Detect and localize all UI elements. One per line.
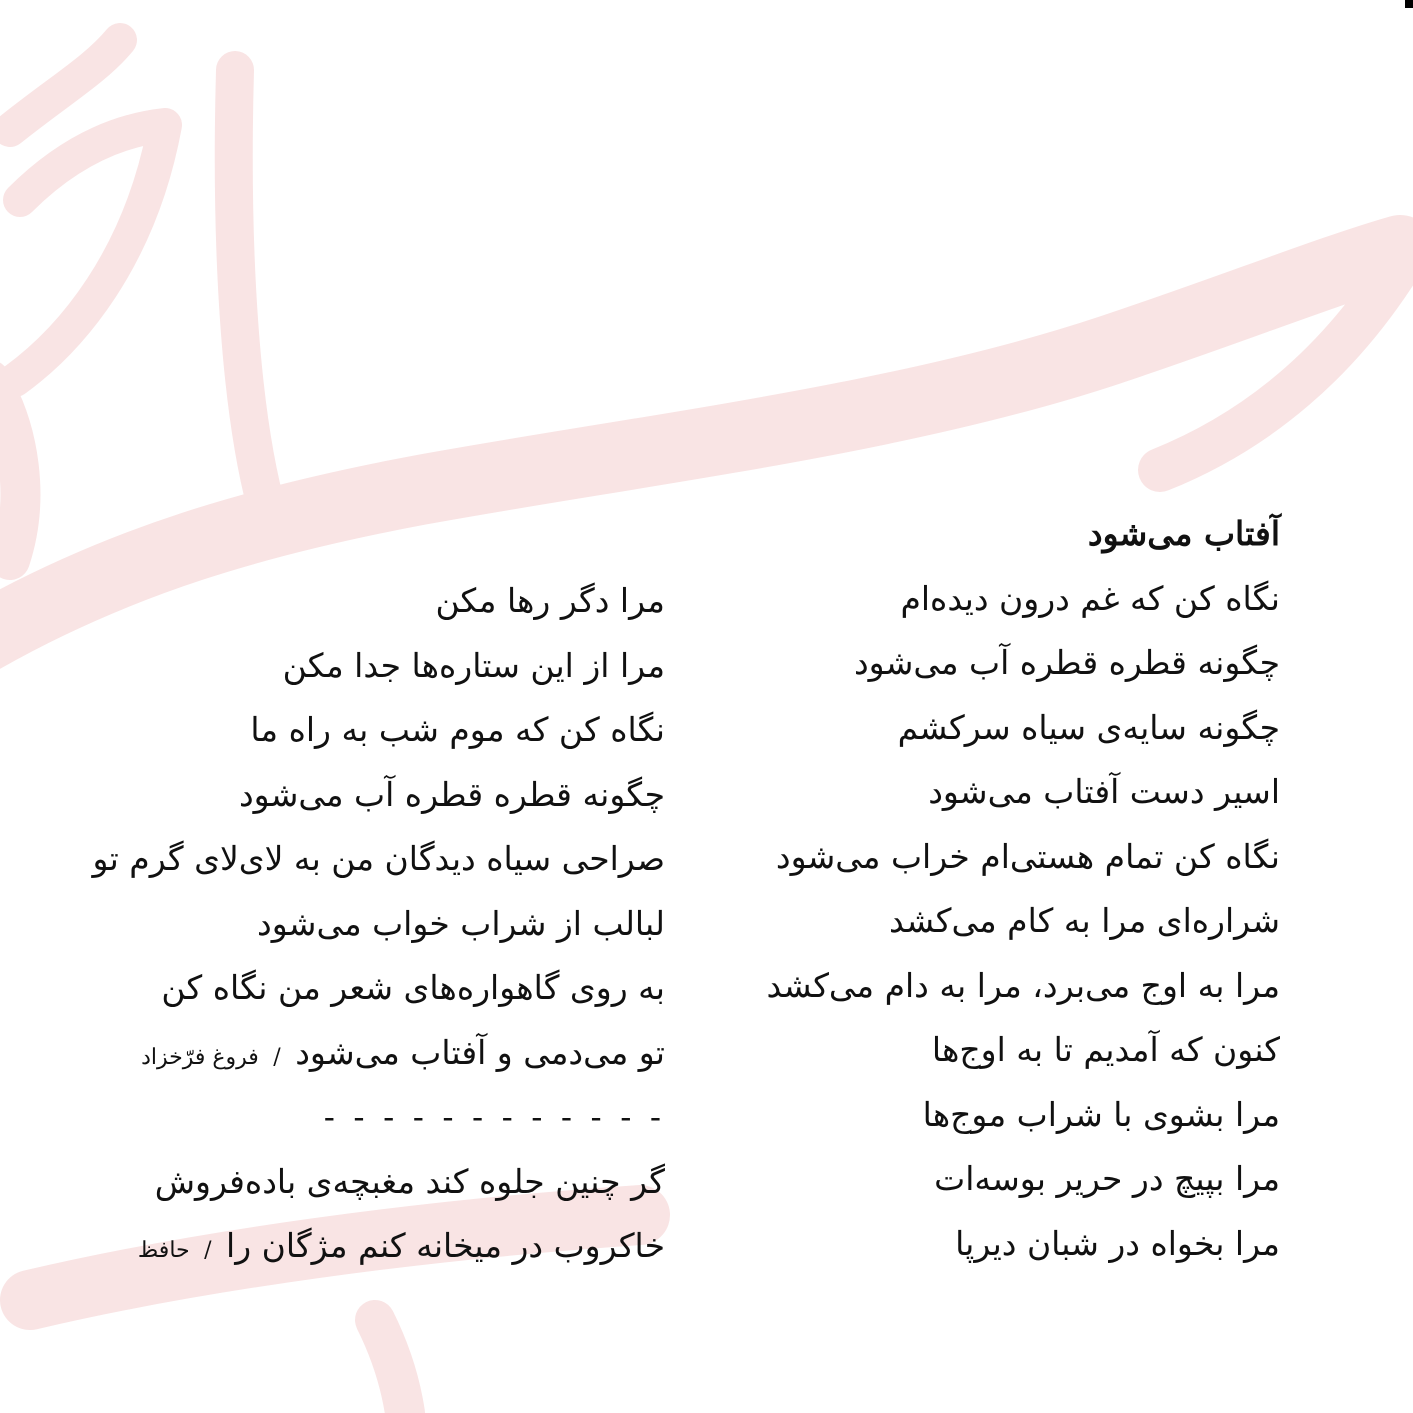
hafez-line-2-text: خاکروب در میخانه کنم مژگان را bbox=[226, 1226, 665, 1265]
poem-author: فروغ فرّخزاد bbox=[141, 1044, 259, 1070]
watermark-stroke-dot bbox=[375, 1320, 405, 1413]
poem-right-column bbox=[720, 502, 1280, 1276]
poem-line: مرا بپیچ در حریر بوسه‌ات bbox=[934, 1159, 1280, 1198]
poem-line: چگونه قطره قطره آب می‌شود bbox=[238, 774, 665, 814]
poem-line: به روی گاهواره‌های شعر من نگاه کن bbox=[161, 968, 665, 1007]
poem-line: مرا به اوج می‌برد، مرا به دام می‌کشد bbox=[766, 965, 1280, 1005]
watermark-stroke-left bbox=[10, 40, 165, 380]
poem-left-column bbox=[25, 569, 665, 1279]
poem-line: کنون که آمدیم تا به اوج‌ها bbox=[931, 1030, 1280, 1069]
poem-line: لبالب از شراب خواب می‌شود bbox=[257, 903, 665, 943]
poem-line: مرا بشوی با شراب موج‌ها bbox=[922, 1094, 1280, 1134]
poem-line: اسیر دست آفتاب می‌شود bbox=[928, 772, 1280, 811]
closing-text: تو می‌دمی و آفتاب می‌شود bbox=[295, 1032, 665, 1072]
hafez-line-1: گر چنین جلوه کند مغبچه‌ی باده‌فروش bbox=[154, 1161, 665, 1201]
poem-line: چگونه قطره قطره آب می‌شود bbox=[853, 643, 1280, 682]
poem-closing-line bbox=[25, 1021, 665, 1086]
poem-line: صراحی سیاه دیدگان من به لای‌لای گرم تو bbox=[92, 839, 665, 878]
watermark-stroke-edge bbox=[0, 380, 20, 560]
poem-title: آفتاب می‌شود bbox=[1087, 514, 1280, 553]
poem-line: شراره‌ای مرا به کام می‌کشد bbox=[889, 901, 1280, 940]
attribution-separator: / bbox=[204, 1238, 212, 1263]
poem-line: چگونه سایه‌ی سیاه سرکشم bbox=[897, 707, 1280, 747]
poem-line: مرا از این ستاره‌ها جدا مکن bbox=[282, 645, 665, 685]
hafez-line-2 bbox=[25, 1214, 665, 1279]
poem-line: مرا دگر رها مکن bbox=[435, 581, 665, 620]
hafez-author: حافظ bbox=[137, 1238, 190, 1263]
poem-line: نگاه کن که غم درون دیده‌ام bbox=[900, 578, 1280, 618]
poem-line: نگاه کن که موم شب به راه ما bbox=[250, 710, 665, 749]
poem-line: مرا بخواه در شبان دیرپا bbox=[955, 1223, 1280, 1263]
attribution-separator: / bbox=[273, 1044, 281, 1070]
section-divider: - - - - - - - - - - - - bbox=[323, 1097, 665, 1136]
corner-mark bbox=[1405, 0, 1413, 8]
poem-line: نگاه کن تمام هستی‌ام خراب می‌شود bbox=[775, 836, 1280, 876]
watermark-stroke-loop bbox=[234, 70, 270, 520]
